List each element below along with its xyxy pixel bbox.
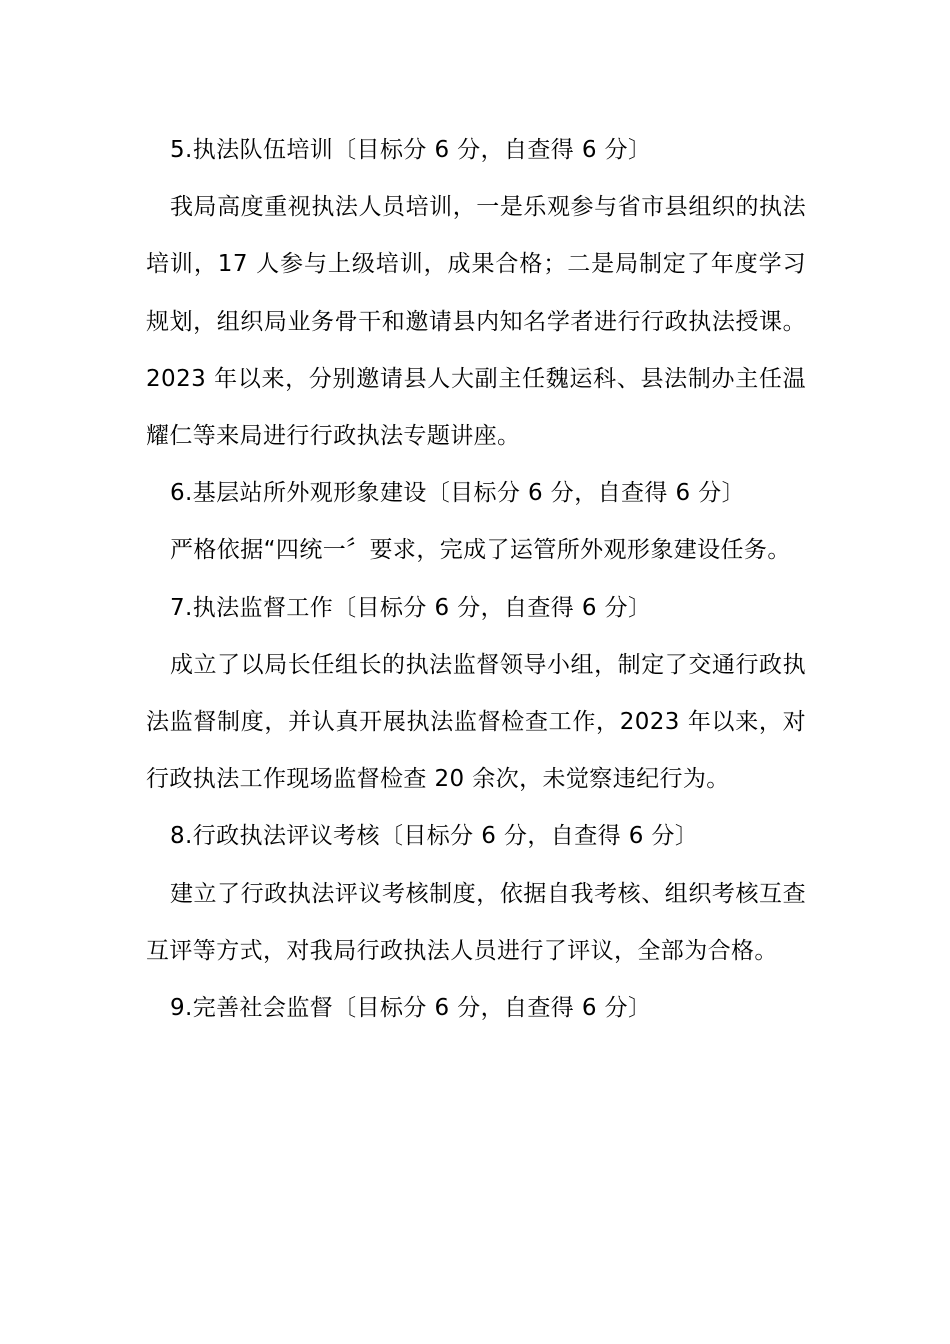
section-heading-9: 9.完善社会监督〔目标分 6 分，自查得 6 分〕 (170, 995, 652, 1022)
section-paragraph-8: 建立了行政执法评议考核制度，依据自我考核、组织考核互查互评等方式，对我局行政执法人员进行了评议，全部为合格。 (146, 880, 806, 964)
section-paragraph-5: 我局高度重视执法人员培训，一是乐观参与省市县组织的执法培训，17 人参与上级培训，成果合格；二是局制定了年度学习规划，组织局业务骨干和邀请县内知名学者进行行政执法授课。2023 年以来，分别邀请县人大副主任魏运科、县法制办主任温耀仁等来局进行行政执法专题讲座。 (146, 194, 806, 450)
section-heading-6: 6.基层站所外观形象建设〔目标分 6 分，自查得 6 分〕 (170, 480, 746, 507)
document-body (146, 122, 806, 1037)
section-heading-5: 5.执法队伍培训〔目标分 6 分，自查得 6 分〕 (170, 137, 652, 163)
section-heading-7: 7.执法监督工作〔目标分 6 分，自查得 6 分〕 (170, 594, 652, 621)
section-heading-8: 8.行政执法评议考核〔目标分 6 分，自查得 6 分〕 (170, 823, 699, 850)
section-paragraph-7: 成立了以局长任组长的执法监督领导小组，制定了交通行政执法监督制度，并认真开展执法监督检查工作，2023 年以来，对行政执法工作现场监督检查 20 余次，未觉察违纪行为。 (146, 651, 806, 793)
section-paragraph-6: 严格依据“四统一〞要求，完成了运管所外观形象建设任务。 (170, 537, 791, 564)
